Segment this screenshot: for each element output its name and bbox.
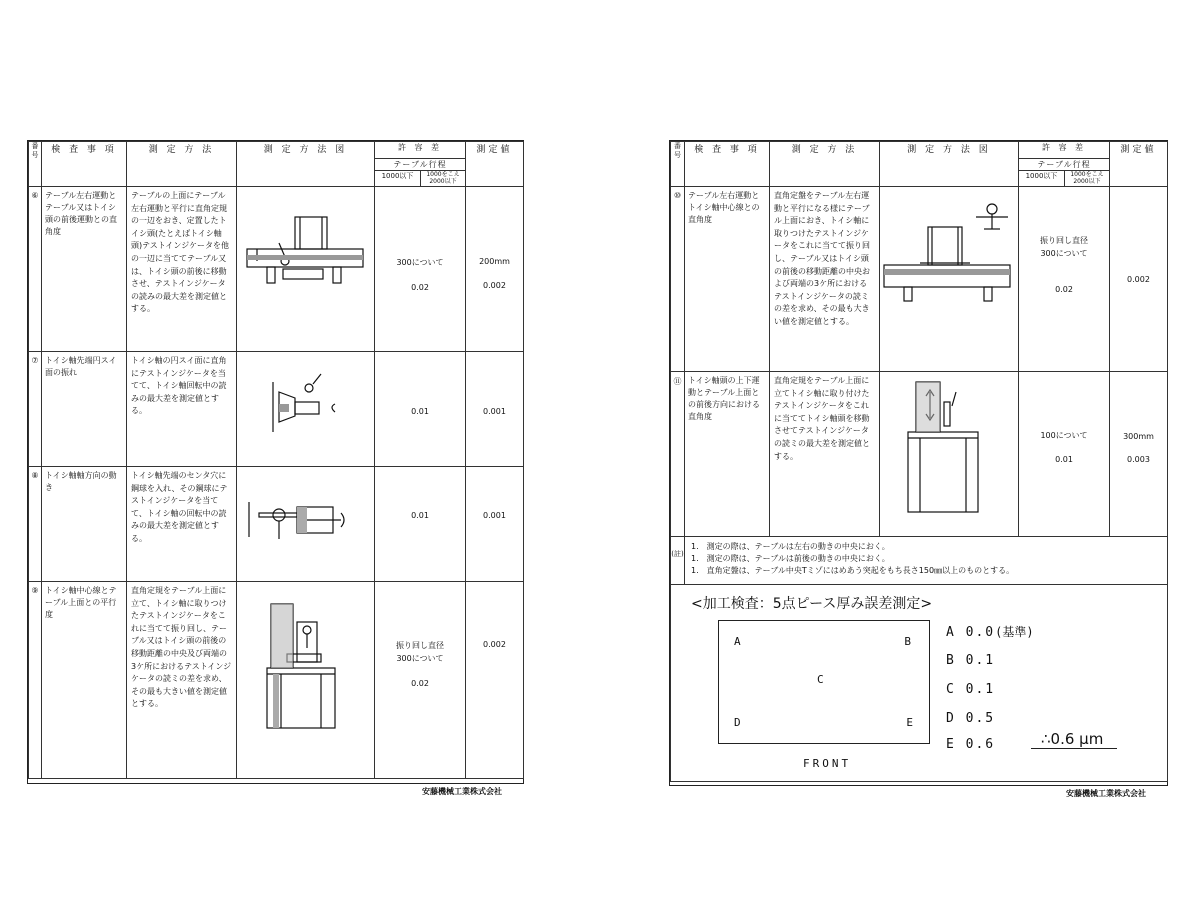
result-value: ∴0.6 μm	[1031, 730, 1117, 749]
point-label: C	[817, 673, 824, 686]
row-item: トイシ軸先端円スイ面の振れ	[42, 352, 127, 467]
row-item: テーブル左右運動とトイシ軸中心線との直角度	[685, 187, 770, 372]
point-label: B	[904, 635, 911, 648]
table-row	[29, 467, 524, 582]
runout-diagram	[237, 352, 373, 465]
header-stroke: テーブル行程	[375, 159, 466, 171]
table-row	[671, 372, 1168, 537]
right-inspection-sheet	[669, 140, 1168, 786]
row-tolerance: 0.01	[375, 467, 466, 582]
company-stamp-left: 安藤機械工業株式会社	[422, 787, 502, 796]
header-tolerance: 許 容 差	[375, 142, 466, 159]
handwritten-area	[671, 585, 1168, 782]
row-method: トイシ軸の円スイ面に直角にテストインジケータを当てて、トイシ軸回転中の読みの最大差を測定値とする。	[127, 352, 237, 467]
piece-outline	[718, 620, 930, 744]
table-row	[29, 352, 524, 467]
reading-row: B 0.1	[946, 653, 996, 668]
row-measured: 0.002	[466, 582, 524, 779]
reading-row: A 0.0(基準)	[946, 625, 1034, 640]
row-item: トイシ軸軸方向の動き	[42, 467, 127, 582]
point-label: A	[734, 635, 741, 648]
header-item: 検 査 事 項	[42, 142, 127, 187]
row-item: トイシ軸中心線とテーブル上面との平行度	[42, 582, 127, 779]
header-col2: 1000をこえ 2000以下	[421, 171, 466, 187]
header-item: 検 査 事 項	[685, 142, 770, 187]
row-measured: 300mm 0.003	[1110, 372, 1168, 537]
handwritten-title: <加工検査：5点ピース厚み誤差測定>	[691, 596, 933, 612]
company-stamp-right: 安藤機械工業株式会社	[1066, 789, 1146, 798]
row-figure	[237, 467, 375, 582]
squareness-spindle-diagram	[880, 187, 1017, 370]
row-item: テーブル左右運動とテーブル又はトイシ頭の前後運動との直角度	[42, 187, 127, 352]
header-stroke: テーブル行程	[1019, 159, 1110, 171]
point-label: E	[906, 716, 913, 729]
notes-content	[685, 537, 1168, 585]
table-row	[29, 582, 524, 779]
row-measured: 0.001	[466, 352, 524, 467]
row-number: ⑪	[671, 372, 685, 537]
header-measured: 測定値	[1110, 142, 1168, 187]
table-row	[671, 187, 1168, 372]
front-label: FRONT	[803, 757, 852, 770]
header-col2: 1000をこえ 2000以下	[1065, 171, 1110, 187]
notes-label: (註)	[671, 537, 685, 585]
notes-row	[671, 537, 1168, 585]
row-number: ⑦	[29, 352, 42, 467]
row-number: ⑥	[29, 187, 42, 352]
row-number: ⑧	[29, 467, 42, 582]
header-tolerance: 許 容 差	[1019, 142, 1110, 159]
parallelism-diagram	[237, 582, 373, 742]
header-col1: 1000以下	[375, 171, 421, 187]
header-number: 番号	[671, 142, 685, 187]
inspection-table-left	[28, 141, 524, 779]
table-row	[29, 187, 524, 352]
reading-row: E 0.6	[946, 737, 996, 752]
row-number: ⑩	[671, 187, 685, 372]
left-inspection-sheet	[27, 140, 524, 784]
squareness-diagram	[237, 187, 373, 350]
row-figure	[880, 372, 1019, 537]
row-figure	[237, 352, 375, 467]
header-number: 番号	[29, 142, 42, 187]
header-method: 測 定 方 法	[770, 142, 880, 187]
vertical-squareness-diagram	[880, 372, 1017, 535]
handwritten-area-row	[671, 585, 1168, 782]
row-method: 直角定規をテーブル上面に立てトイシ軸に取り付けたテストインジケータをこれに当ててトイシ軸頭を移動させてテストインジケータの読ミの最大差を測定値とする。	[770, 372, 880, 537]
row-figure	[237, 582, 375, 779]
row-method: トイシ軸先端のセンタ穴に鋼球を入れ、その鋼球にテストインジケータを当てて、トイシ軸の回転中の読みの最大差を測定値とする。	[127, 467, 237, 582]
row-item: トイシ軸頭の上下運動とテーブル上面との前後方向における直角度	[685, 372, 770, 537]
row-tolerance: 0.01	[375, 352, 466, 467]
row-figure	[880, 187, 1019, 372]
row-method: テーブルの上面にテーブル左右運動と平行に直角定規の一辺をおき、定置したトイシ頭(たとえばトイシ軸頭)テストインジケータを他の一辺に当ててテーブル又は、トイシ頭の前後に移動させ、テストインジケータの読みの最大差を測定値とする。	[127, 187, 237, 352]
reading-row: C 0.1	[946, 682, 996, 697]
header-figure: 測 定 方 法 図	[237, 142, 375, 187]
row-tolerance: 振り回し直径 300について 0.02	[375, 582, 466, 779]
row-method: 直角定盤をテーブル左右運動と平行になる様にテーブル上面におき、トイシ軸に取りつけたテストインジケータをこれに当てて振り回し、テーブル又はトイシ頭の前後の移動距離の中央および両端の3ケ所におけるテストインジケータの読ミの差を求め、その最も大きい値を測定値とする。	[770, 187, 880, 372]
header-col1: 1000以下	[1019, 171, 1065, 187]
row-measured: 200mm 0.002	[466, 187, 524, 352]
row-number: ⑨	[29, 582, 42, 779]
row-measured: 0.002	[1110, 187, 1168, 372]
row-method: 直角定規をテーブル上面に立て、トイシ軸に取りつけたテストインジケータをこれに当てて振り回し、テーブル又はトイシ頭の前後の移動距離の中央及び両端の3ケ所におけるテストインジケータの読ミの差を求め、その最も大きい値を測定値とする。	[127, 582, 237, 779]
row-tolerance: 振り回し直径 300について 0.02	[1019, 187, 1110, 372]
header-measured: 測定値	[466, 142, 524, 187]
inspection-table-right	[670, 141, 1168, 782]
reading-row: D 0.5	[946, 711, 996, 726]
note-line: 1. 測定の際は、テーブルは左右の動きの中央におく。	[691, 542, 890, 551]
header-method: 測 定 方 法	[127, 142, 237, 187]
header-figure: 測 定 方 法 図	[880, 142, 1019, 187]
point-label: D	[734, 716, 741, 729]
row-measured: 0.001	[466, 467, 524, 582]
row-tolerance: 300について 0.02	[375, 187, 466, 352]
axial-movement-diagram	[237, 467, 373, 580]
note-line: 1. 測定の際は、テーブルは前後の動きの中央におく。	[691, 554, 890, 563]
note-line: 1. 直角定盤は、テーブル中央Tミゾにはめあう突起をもち長さ150㎜以上のものとする。	[691, 566, 1015, 575]
row-figure	[237, 187, 375, 352]
row-tolerance: 100について 0.01	[1019, 372, 1110, 537]
